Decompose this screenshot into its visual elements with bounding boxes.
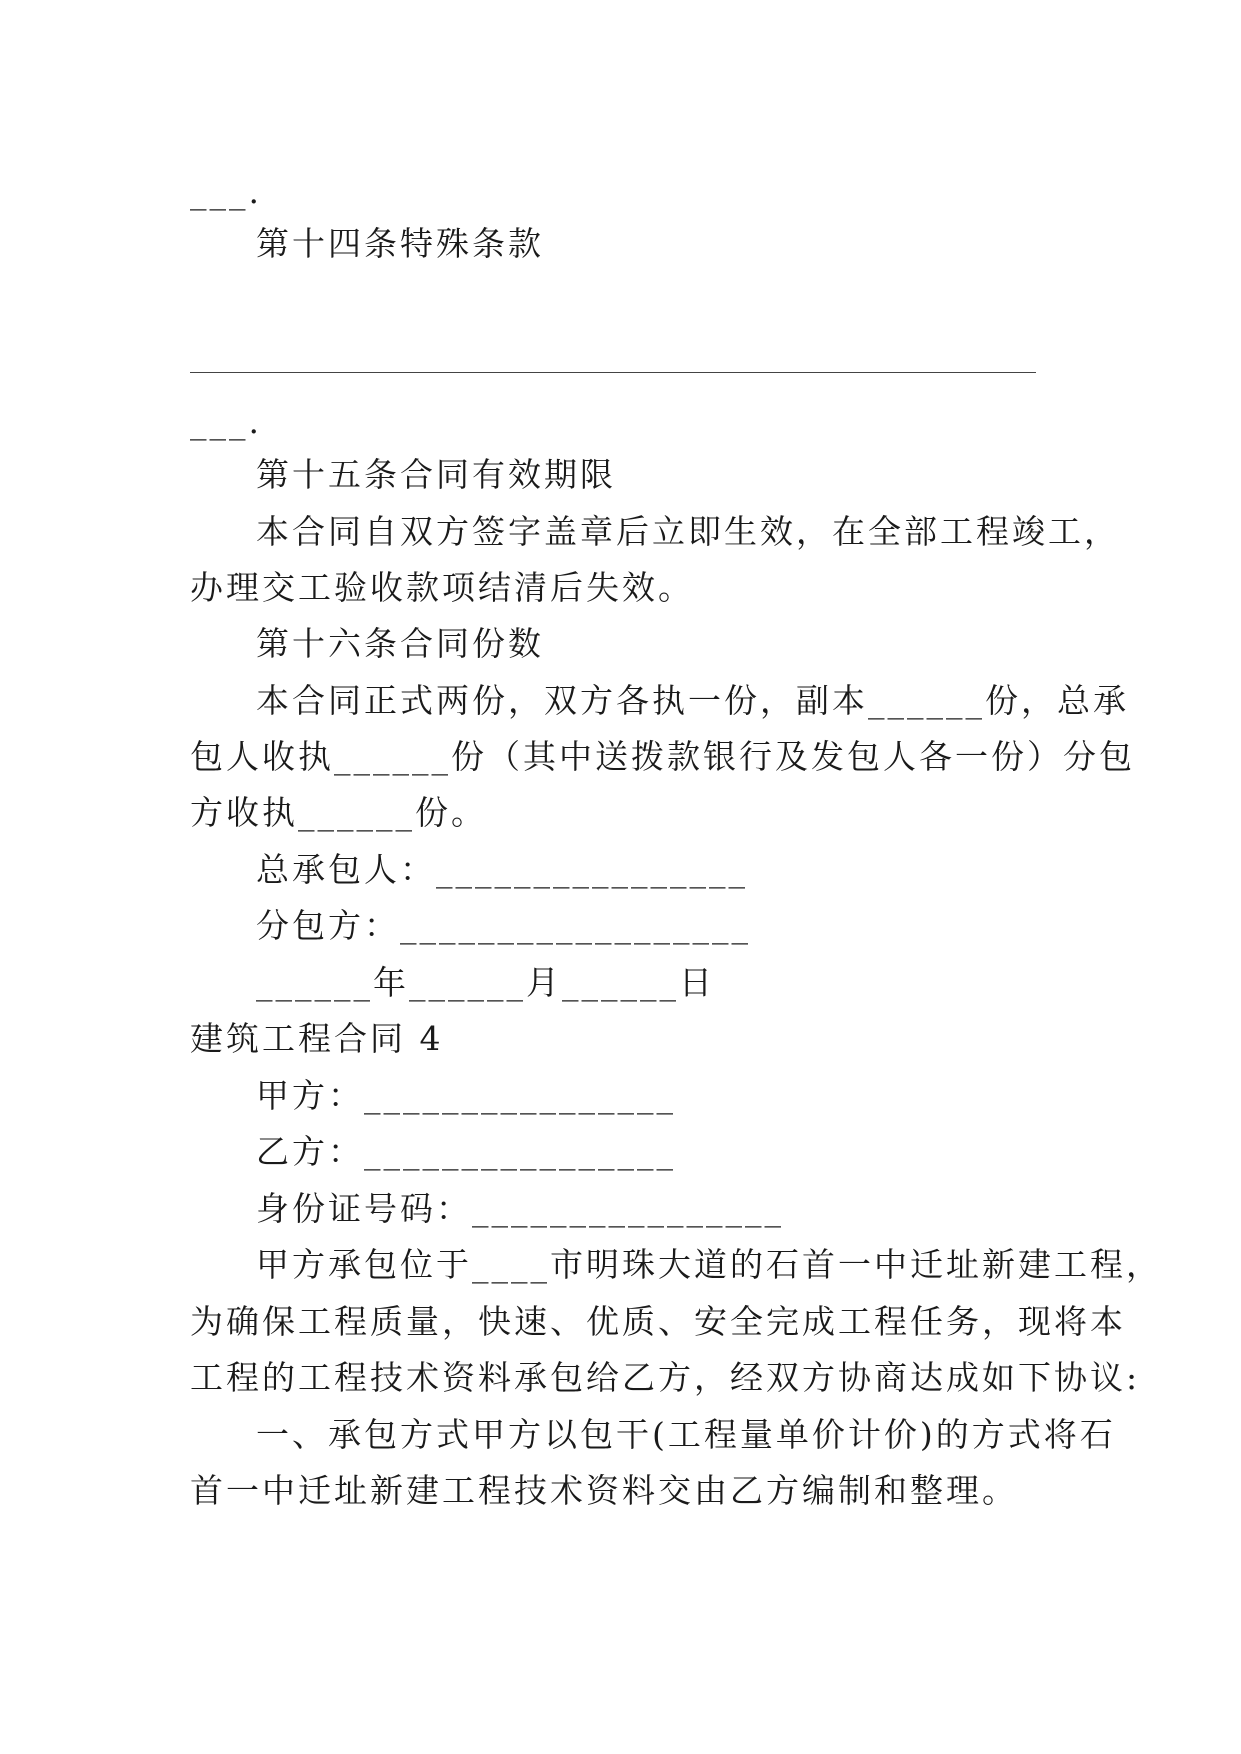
- clause-1-text: 一、承包方式甲方以包干(工程量单价计价)的方式将石: [256, 1415, 1116, 1454]
- contract-4-title: 建筑工程合同 4: [190, 1019, 444, 1058]
- blank-line-end: ___.: [190, 172, 262, 211]
- clause-1-text: 首一中迁址新建工程技术资料交由乙方编制和整理。: [190, 1471, 1018, 1510]
- article-16-text: 包人收执______份（其中送拨款银行及发包人各一份）分包: [190, 737, 1135, 776]
- id-number-line: 身份证号码：________________: [256, 1189, 784, 1228]
- subcontractor-signature: 分包方：__________________: [256, 906, 751, 945]
- date-line: ______年______月______日: [256, 963, 715, 1002]
- contract-4-paragraph: 甲方承包位于____市明珠大道的石首一中迁址新建工程，: [256, 1245, 1162, 1284]
- party-a-line: 甲方：________________: [256, 1076, 676, 1115]
- general-contractor-signature: 总承包人：________________: [256, 850, 748, 889]
- blank-fill-rule: [190, 372, 1036, 373]
- article-14-heading: 第十四条特殊条款: [256, 224, 544, 263]
- article-16-heading: 第十六条合同份数: [256, 624, 544, 663]
- article-15-text: 办理交工验收款项结清后失效。: [190, 568, 694, 607]
- article-15-text: 本合同自双方签字盖章后立即生效，在全部工程竣工，: [256, 512, 1120, 551]
- article-15-heading: 第十五条合同有效期限: [256, 455, 616, 494]
- party-b-line: 乙方：________________: [256, 1132, 676, 1171]
- contract-4-paragraph: 工程的工程技术资料承包给乙方，经双方协商达成如下协议:: [190, 1358, 1141, 1397]
- blank-line-end: ___.: [190, 402, 262, 441]
- article-16-text: 本合同正式两份，双方各执一份，副本______份，总承: [256, 681, 1129, 720]
- contract-4-paragraph: 为确保工程质量，快速、优质、安全完成工程任务，现将本: [190, 1302, 1126, 1341]
- article-16-text: 方收执______份。: [190, 793, 487, 832]
